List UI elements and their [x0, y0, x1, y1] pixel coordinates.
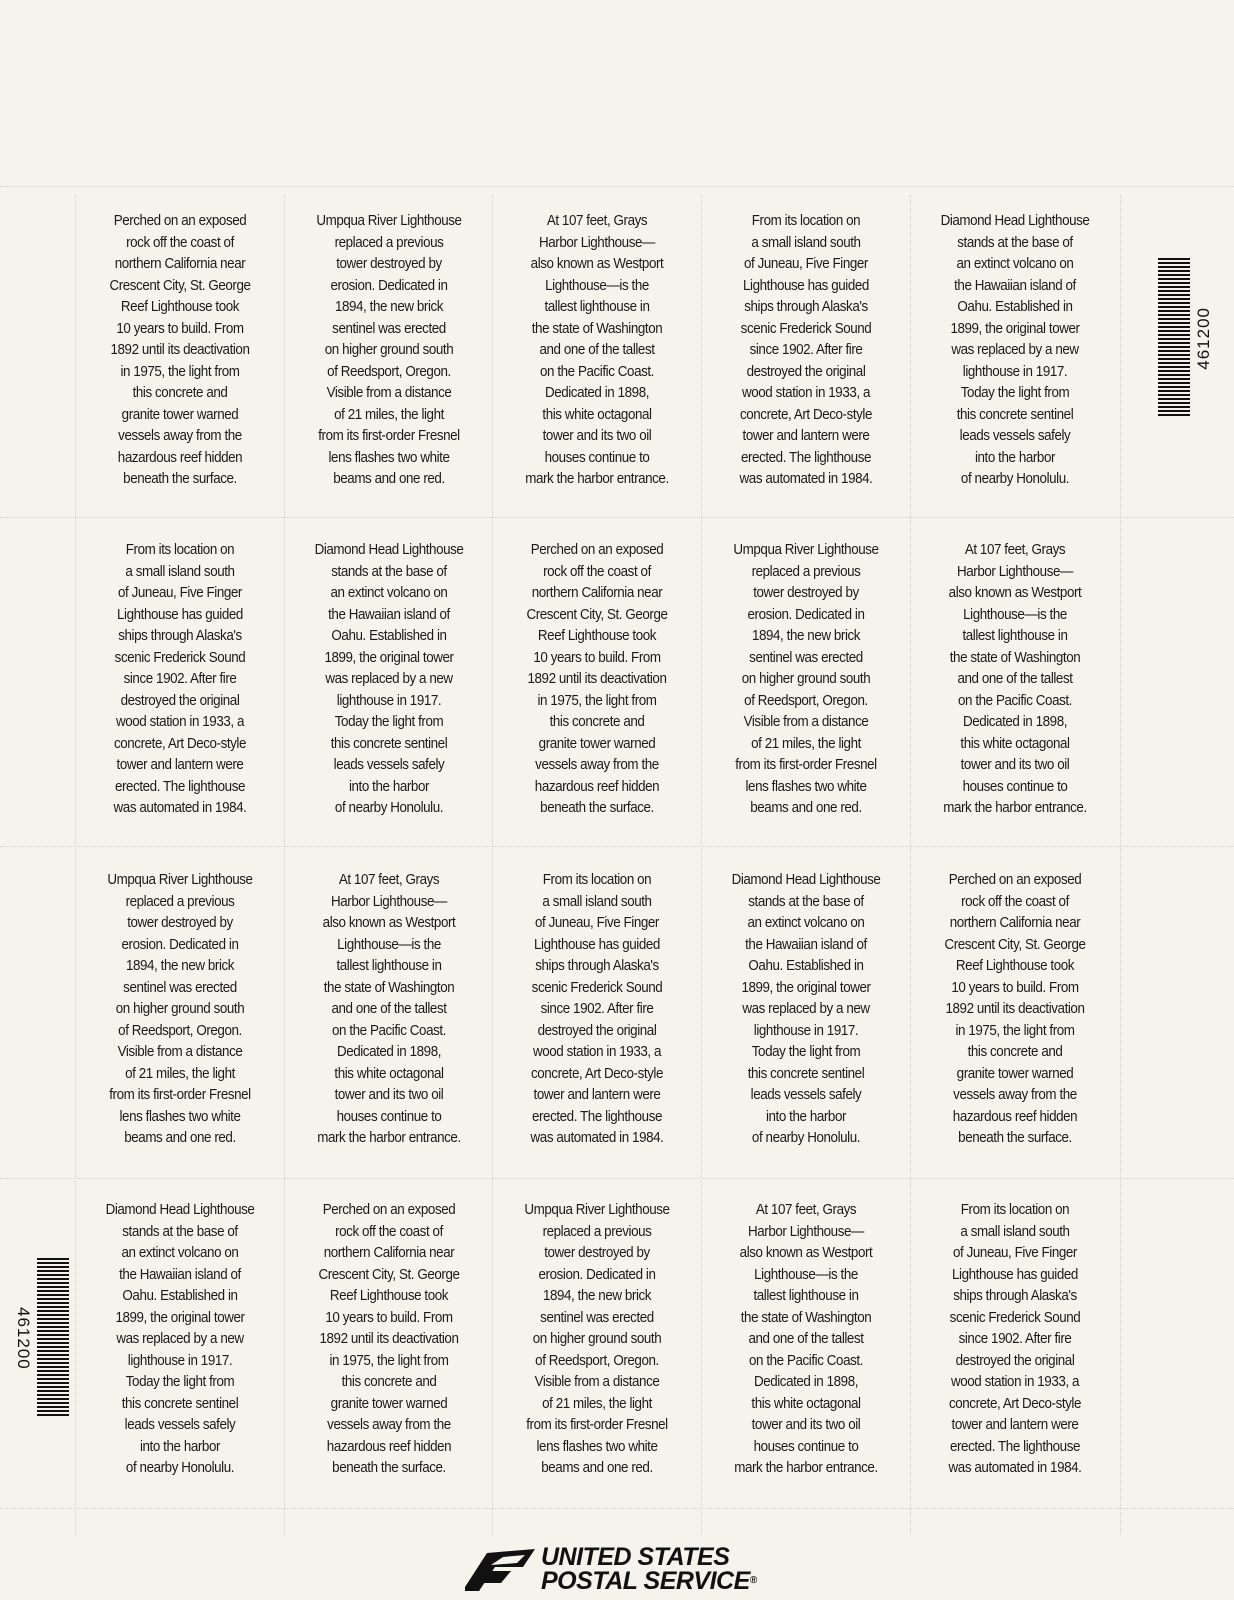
lighthouse-description: Umpqua River Lighthouse replaced a previous tower destroyed by erosion. Dedicated in 1894, the new brick sentinel was erected on higher ground south of Reedsport, Oregon. Visible from a distance of 21 miles, the light from its first-order Fresnel lens flashes two white beams and one red. — [316, 213, 462, 487]
lighthouse-description: At 107 feet, Grays Harbor Lighthouse— also known as Westport Lighthouse—is the tallest lighthouse in the state of Washington and one of the tallest on the Pacific Coast. Dedicated in 1898, this white octagonal tower and its two oil houses continue to mark the harbor entrance. — [317, 872, 461, 1146]
lighthouse-description: From its location on a small island south of Juneau, Five Finger Lighthouse has guided ships through Alaska's scenic Frederick Sound since 1902. After fire destroyed the original wood station in 1933, a concrete, Art Deco-style tower and lantern were erected. The lighthouse was automated in 1984. — [739, 213, 873, 487]
stamp-back-text-block — [289, 211, 489, 511]
stamp-back-text-block — [289, 540, 489, 840]
perforation-line — [1120, 195, 1121, 1535]
barcode-bottom-left — [13, 1258, 69, 1418]
stamp-back-text-block — [706, 1200, 906, 1500]
barcode-bars — [1158, 258, 1190, 418]
perforation-line — [0, 846, 1234, 847]
lighthouse-description: Perched on an exposed rock off the coast of northern California near Crescent City, St. George Reef Lighthouse took 10 years to build. From 1892 until its deactivation in 1975, the light from this concrete and granite tower warned vessels away from the hazardous reef hidden beneath the surface. — [944, 872, 1086, 1146]
usps-logo — [465, 1544, 757, 1594]
stamp-back-text-block — [80, 211, 280, 511]
barcode-number: 461200 — [14, 1306, 33, 1370]
stamp-back-text-block — [497, 1200, 697, 1500]
stamp-back-text-block — [289, 870, 489, 1170]
barcode-bars — [37, 1258, 69, 1418]
stamp-back-text-block — [706, 211, 906, 511]
lighthouse-description: Diamond Head Lighthouse stands at the base of an extinct volcano on the Hawaiian island of Oahu. Established in 1899, the original tower was replaced by a new lighthouse in 1917. Today the light from this concrete sentinel leads vessels safely into the harbor of nearby Honolulu. — [105, 1202, 255, 1476]
stamp-back-text-block — [497, 870, 697, 1170]
perforation-line — [0, 186, 1234, 187]
lighthouse-description: Umpqua River Lighthouse replaced a previous tower destroyed by erosion. Dedicated in 1894, the new brick sentinel was erected on higher ground south of Reedsport, Oregon. Visible from a distance of 21 miles, the light from its first-order Fresnel lens flashes two white beams and one red. — [733, 542, 879, 816]
lighthouse-description: At 107 feet, Grays Harbor Lighthouse— also known as Westport Lighthouse—is the tallest lighthouse in the state of Washington and one of the tallest on the Pacific Coast. Dedicated in 1898, this white octagonal tower and its two oil houses continue to mark the harbor entrance. — [525, 213, 669, 487]
barcode-number: 461200 — [1194, 306, 1213, 370]
stamp-back-text-block — [289, 1200, 489, 1500]
usps-wordmark — [535, 1545, 757, 1593]
perforation-line — [75, 195, 76, 1535]
stamp-back-text-block — [706, 540, 906, 840]
stamp-back-text-block — [915, 1200, 1115, 1500]
usps-line2-text: POSTAL SERVICE — [541, 1567, 750, 1595]
perforation-line — [284, 195, 285, 1535]
lighthouse-description: From its location on a small island south of Juneau, Five Finger Lighthouse has guided ships through Alaska's scenic Frederick Sound since 1902. After fire destroyed the original wood station in 1933, a concrete, Art Deco-style tower and lantern were erected. The lighthouse was automated in 1984. — [948, 1202, 1082, 1476]
stamp-back-text-block — [80, 540, 280, 840]
stamp-back-text-block — [915, 211, 1115, 511]
perforation-line — [701, 195, 702, 1535]
lighthouse-description: Diamond Head Lighthouse stands at the base of an extinct volcano on the Hawaiian island of Oahu. Established in 1899, the original tower was replaced by a new lighthouse in 1917. Today the light from this concrete sentinel leads vessels safely into the harbor of nearby Honolulu. — [314, 542, 464, 816]
lighthouse-description: Diamond Head Lighthouse stands at the base of an extinct volcano on the Hawaiian island of Oahu. Established in 1899, the original tower was replaced by a new lighthouse in 1917. Today the light from this concrete sentinel leads vessels safely into the harbor of nearby Honolulu. — [731, 872, 881, 1146]
lighthouse-description: At 107 feet, Grays Harbor Lighthouse— also known as Westport Lighthouse—is the tallest lighthouse in the state of Washington and one of the tallest on the Pacific Coast. Dedicated in 1898, this white octagonal tower and its two oil houses continue to mark the harbor entrance. — [734, 1202, 878, 1476]
stamp-back-text-block — [80, 1200, 280, 1500]
stamp-back-text-block — [915, 870, 1115, 1170]
lighthouse-description: From its location on a small island south of Juneau, Five Finger Lighthouse has guided ships through Alaska's scenic Frederick Sound since 1902. After fire destroyed the original wood station in 1933, a concrete, Art Deco-style tower and lantern were erected. The lighthouse was automated in 1984. — [530, 872, 664, 1146]
stamp-back-text-block — [497, 540, 697, 840]
lighthouse-description: Perched on an exposed rock off the coast of northern California near Crescent City, St. George Reef Lighthouse took 10 years to build. From 1892 until its deactivation in 1975, the light from this concrete and granite tower warned vessels away from the hazardous reef hidden beneath the surface. — [109, 213, 251, 487]
lighthouse-description: Umpqua River Lighthouse replaced a previous tower destroyed by erosion. Dedicated in 1894, the new brick sentinel was erected on higher ground south of Reedsport, Oregon. Visible from a distance of 21 miles, the light from its first-order Fresnel lens flashes two white beams and one red. — [524, 1202, 670, 1476]
lighthouse-description: Umpqua River Lighthouse replaced a previous tower destroyed by erosion. Dedicated in 1894, the new brick sentinel was erected on higher ground south of Reedsport, Oregon. Visible from a distance of 21 miles, the light from its first-order Fresnel lens flashes two white beams and one red. — [107, 872, 253, 1146]
perforation-line — [0, 1178, 1234, 1179]
eagle-icon — [465, 1547, 535, 1591]
stamp-back-text-block — [80, 870, 280, 1170]
barcode-top-right — [1158, 258, 1214, 418]
lighthouse-description: Perched on an exposed rock off the coast of northern California near Crescent City, St. George Reef Lighthouse took 10 years to build. From 1892 until its deactivation in 1975, the light from this concrete and granite tower warned vessels away from the hazardous reef hidden beneath the surface. — [318, 1202, 460, 1476]
usps-line1: UNITED STATES — [541, 1543, 730, 1571]
stamp-back-text-block — [915, 540, 1115, 840]
lighthouse-description: At 107 feet, Grays Harbor Lighthouse— also known as Westport Lighthouse—is the tallest lighthouse in the state of Washington and one of the tallest on the Pacific Coast. Dedicated in 1898, this white octagonal tower and its two oil houses continue to mark the harbor entrance. — [943, 542, 1087, 816]
lighthouse-description: Diamond Head Lighthouse stands at the base of an extinct volcano on the Hawaiian island of Oahu. Established in 1899, the original tower was replaced by a new lighthouse in 1917. Today the light from this concrete sentinel leads vessels safely into the harbor of nearby Honolulu. — [940, 213, 1090, 487]
perforation-line — [0, 1508, 1234, 1509]
perforation-line — [910, 195, 911, 1535]
stamp-back-text-block — [497, 211, 697, 511]
perforation-line — [492, 195, 493, 1535]
usps-line2 — [541, 1569, 757, 1593]
trademark-symbol: ® — [749, 1575, 757, 1586]
stamp-back-text-block — [706, 870, 906, 1170]
lighthouse-description: From its location on a small island south of Juneau, Five Finger Lighthouse has guided ships through Alaska's scenic Frederick Sound since 1902. After fire destroyed the original wood station in 1933, a concrete, Art Deco-style tower and lantern were erected. The lighthouse was automated in 1984. — [113, 542, 247, 816]
lighthouse-description: Perched on an exposed rock off the coast of northern California near Crescent City, St. George Reef Lighthouse took 10 years to build. From 1892 until its deactivation in 1975, the light from this concrete and granite tower warned vessels away from the hazardous reef hidden beneath the surface. — [526, 542, 668, 816]
perforation-line — [0, 517, 1234, 518]
